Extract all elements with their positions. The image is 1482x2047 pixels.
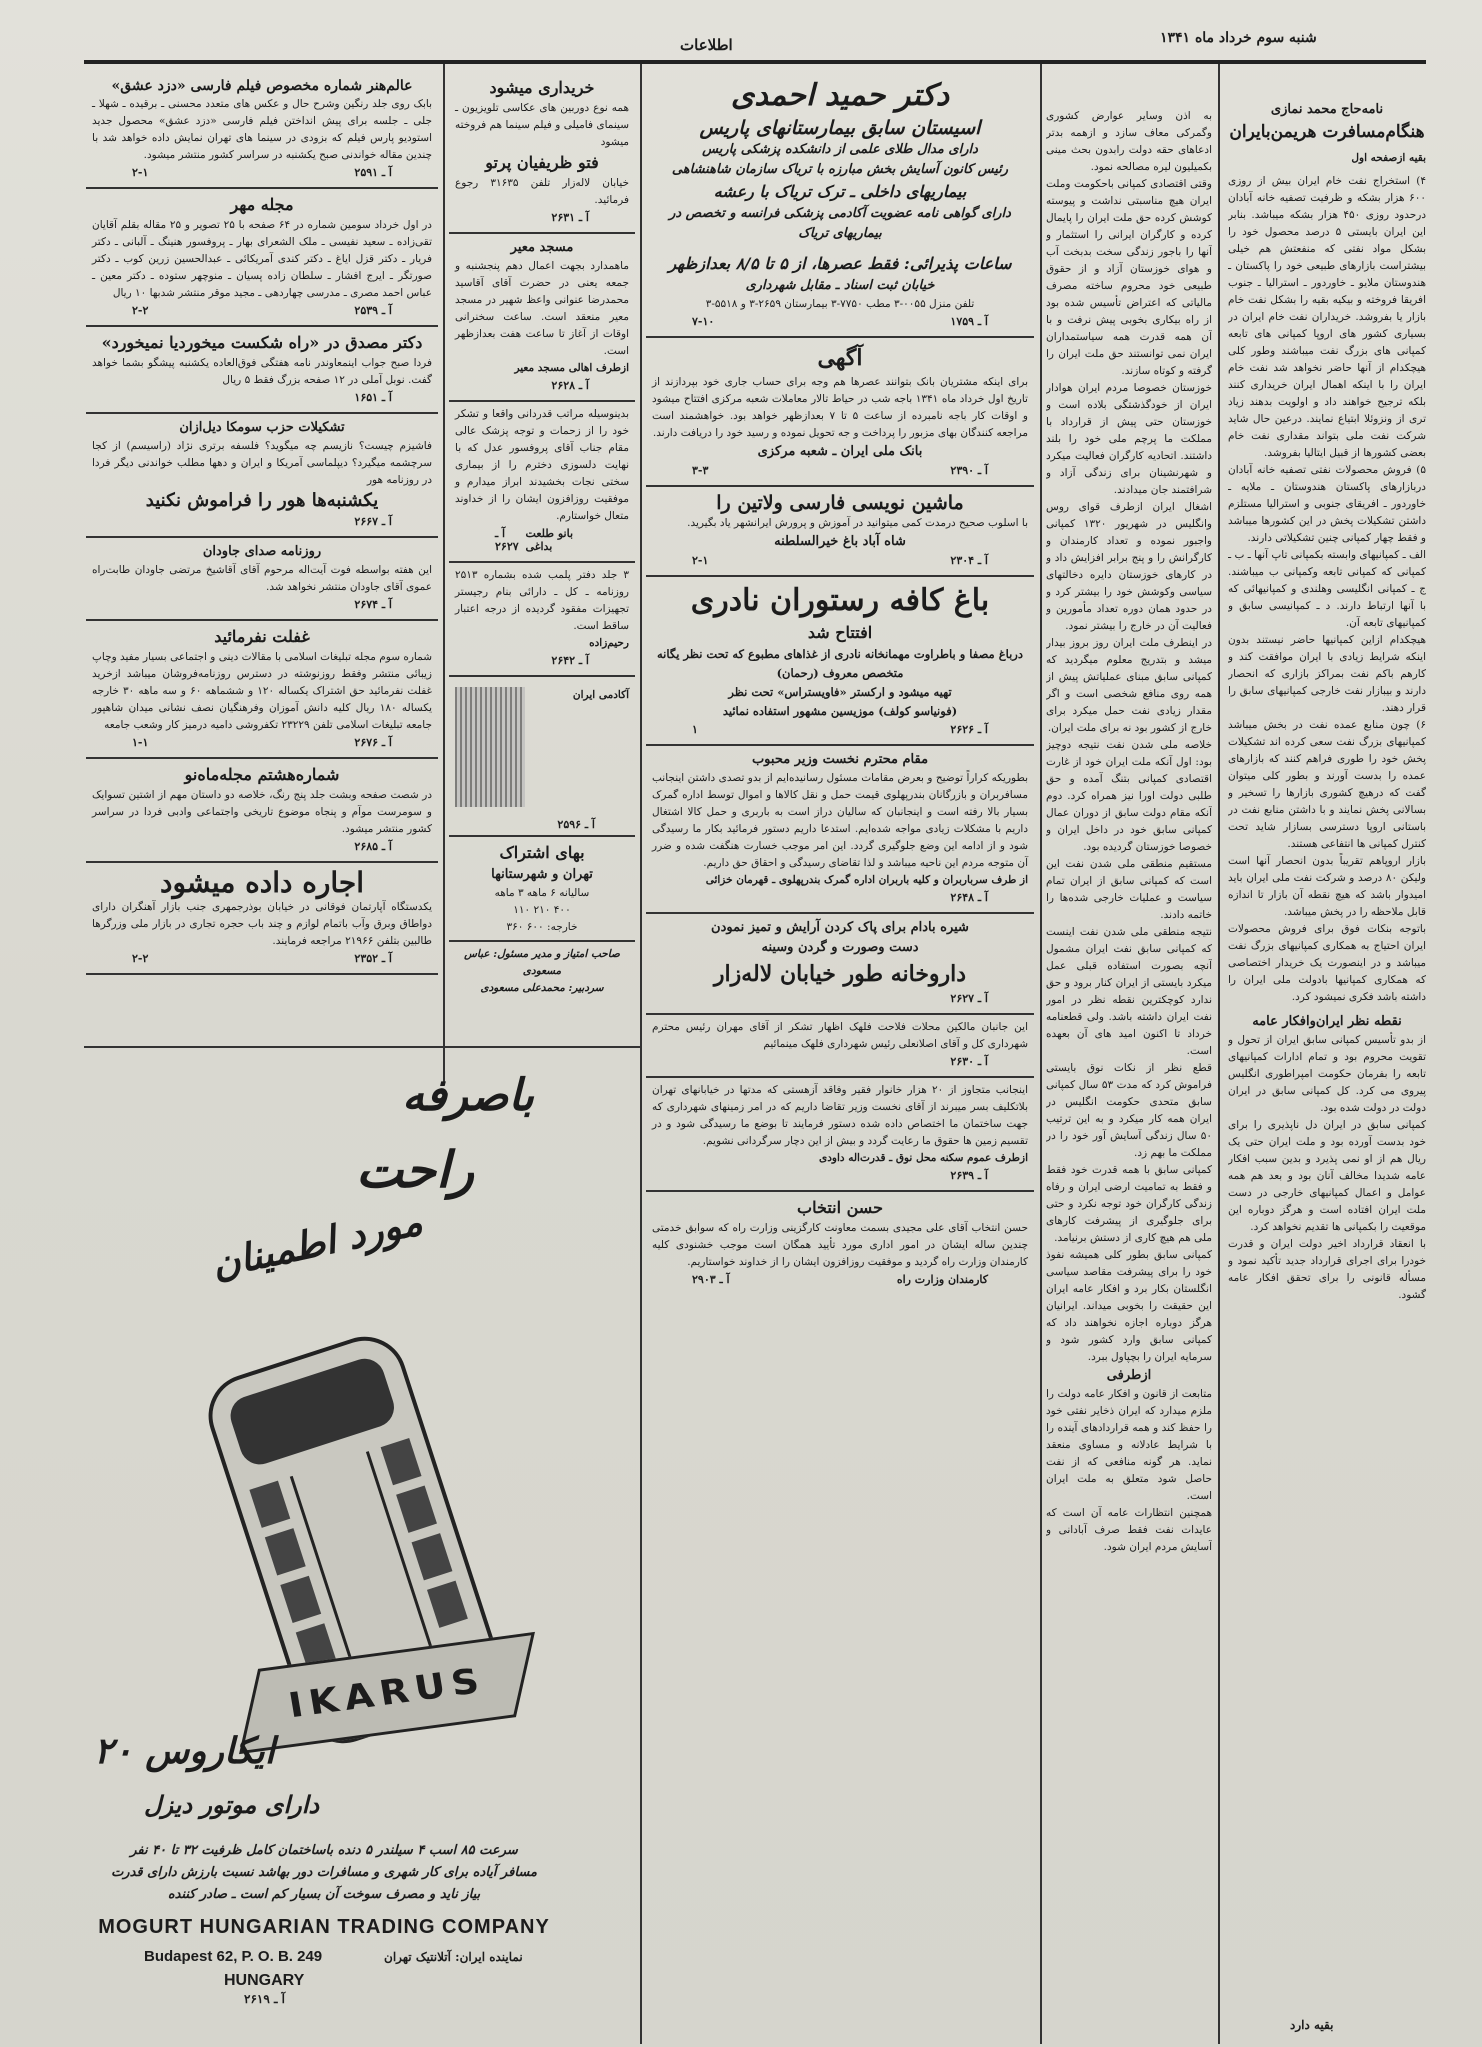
article-continuation [1046,108,1212,2008]
notice-sign: بانو طلعت بداغی [525,527,574,553]
subscription-header: ساليانه ۶ ماهه ۳ ماهه [494,887,590,899]
article-paragraph: همچنین انتظارات عامه آن است که عایدات نفت فقط صرف آبادانی و آسایش مردم ایران شود. [1046,1507,1212,1553]
ad-ref-number: ۱-۱ [132,736,149,749]
article-kicker: نامه‌حاج محمد نمازی [1270,102,1384,117]
ad-body: همه نوع دوربین های عکاسی تلویزیون ـ سینمای فامیلی و فیلم سینما هم فروخته میشود [455,102,629,148]
subscription-subtitle: تهران و شهرستانها [491,867,593,882]
picture-ad [449,677,635,837]
doctor-phone: تلفن منزل ۰۰۵۵-۳ مطب ۷۷۵۰-۳ بیمارستان ۲۶۵۹-۳ و ۵۵۱۸-۳ [705,298,975,310]
column-divider [1218,64,1220,2044]
ad-body: در اول خرداد سومین شماره در ۶۴ صفحه با ۲۵ تصویر و ۲۵ مقاله بقلم آقایان تقی‌زاده ـ سعید نفیسی ـ ملک الشعرای بهار ـ پروفسور هنینگ ـ آلبانی ـ دکتر فریار ـ دکتر قزل ایاغ ـ دکتر کندی آمریکائی ـ عبدالحسین زرین کوب ـ دکتر صورتگر ـ ایرج افشار ـ سلطان زاده پسیان ـ منوچهر ستوده ـ دکتر معین ـ عباس احمد مصری ـ مدرسی چهاردهی ـ مجید موقر منتشر شدبها ۱۰ ریال [92,219,432,299]
bus-spec-line: سرعت ۸۵ اسب ۴ سیلندر ۵ دنده باساختمان کامل ظرفیت ۳۲ تا ۴۰ نفر [130,1843,518,1858]
ad-body: (فونیاسو کولف) موزیسین مشهور استفاده نمائید [722,704,958,718]
notice-title: آگهی [817,345,863,371]
notice-title: مسجد معیر [510,240,574,255]
doctor-line: دارای مدال طلای علمی از دانشکده پزشکی پاریس [702,142,978,157]
doctor-line: دارای گواهی نامه عضویت آکادمی پزشکی فرانسه و تخصص در بیماریهای تریاک [669,206,1011,241]
letter-sign: از طرف سرباربران و کلیه باربران اداره گمرک بندرپهلوی ـ قهرمان خزائی [705,874,1028,886]
article-namazi [1228,100,1426,2040]
notice-sign: ازطرف اهالی مسجد معیر [514,362,629,374]
letter-title: مقام محترم نخست وزیر محبوب [751,752,929,767]
ad-ref [495,527,589,553]
ad-ref [692,1055,988,1068]
notice-body: بدینوسیله مراتب قدردانی واقعا و تشکر خود را از زحمات و توجه پزشک عالی مقام جناب آقای پروفسور عدل که با نهایت دلسوزی دخترم را از بیماری سختی نجات بخشیدند ابراز میدارم و موفقیت روزافزون ایشان را از خداوند متعال خواستارم. [455,408,629,522]
article-paragraph: از بدو تأسیس کمپانی سابق ایران از تحول و تقویت محروم بود و تمام ادارات کمپانیهای تابعه را بفرمان حکومت امپراطوری انگلیس پیروی می کرد. کل کمپانی سابق در ایران دولت در دولت شده بود. [1228,1034,1426,1114]
small-ads-column [449,72,635,1082]
bank-notice [646,338,1034,487]
ad-title: خریداری میشود [489,78,595,97]
ad-title: عالم‌هنر شماره مخصوص فیلم فارسی «دزد عشق» [111,78,413,94]
thanks-doctor [449,402,635,563]
iran-representative: نماینده ایران: آتلانتیک تهران [384,1950,523,1964]
publisher-editor: سردبیر: محمدعلی مسعودی [480,982,604,994]
bus-spec-line: بیاز ناید و مصرف سوخت آن بسیار کم است ـ صادر کننده [167,1887,481,1902]
ad-body: با اسلوب صحیح درمدت کمی میتوانید در آموزش و پرورش ایرانشهر یاد بگیرید. [687,517,1028,529]
ad-subtitle: تشکیلات حزب سومکا دیل‌ازان [179,420,345,435]
ad-ref-code: آ ـ ۲۶۴۲ [551,654,589,667]
article-paragraph: وقتی اقتصادی کمپانی باحکومت وملت ایران هیچ مناسبتی نداشت و پیوسته کوشش کرده حق ملت ایران را پایمال کرده و کارگران ایرانی را استثمار و آنها را باجور زندگی سخت بدبخت آب و هوای خوزستان آزاد و از حقوق طبیعی خود محروم ساخته مصرف مالیاتی که اعتراض تأسیس شده بود از راه بیکاری بخوبی پیش نرفت و با آن همه قدرت همه سیاستمداران ایران نمی توانستند حق ملت ایران را گرفته و کوتاه سازند. [1046,178,1212,377]
classifieds-column [86,72,438,1072]
ad-ref [692,891,988,904]
letter-sign: ازطرف عموم سکنه محل نوق ـ قدرت‌اله داودی [819,1152,1028,1164]
cafe-ad [646,577,1034,746]
ad-ref-number: ۷-۱۰ [692,315,715,328]
article-subheading: نقطه نظر ایران‌وافکار عامه [1252,1014,1402,1029]
column-divider [1040,64,1042,2044]
ad-ref [132,391,392,404]
ad-ref [692,723,988,736]
pharmacy-ad [646,914,1034,1015]
logo-text: IKARUS [285,1660,489,1726]
article-paragraph: متابعت از قانون و افکار عامه دولت را ملزم میدارد که ایران ذخایر نفتی خود را حفظ کند و همه قراردادهای آینده را با شرایط عادلانه و مساوی منعقد نماید. هر گونه منافعی که از نفت حاصل شود متعلق به ملت ایران است. [1046,1388,1212,1502]
doctor-address: خیابان ثبت اسناد ـ مقابل شهرداری [745,278,935,293]
ad-title: غفلت نفرمائید [214,627,310,646]
publisher-box [449,942,635,1001]
ad-body: فردا صبح جواب اینمعاوندر نامه هفتگی فوق‌العاده یکشنبه پیشگو بشما خواهد گفت. نوبل آملی در ۱۲ صفحه بزرگ فقط ۵ ریال [92,357,432,386]
ad-ref [495,379,589,392]
ad-ref-code: آ ـ ۲۶۲۶ [950,723,988,736]
ad-ref [692,1169,988,1182]
ad-title: باغ کافه رستوران نادری [690,583,990,618]
column-divider [443,64,445,1084]
ad-ref [132,840,392,853]
notice-sign: رحیم‌زاده [589,637,629,649]
ad-ref [692,1273,988,1286]
ad-body: در شصت صفحه وبشت جلد پنج رنگ، خلاصه دو داستان مهم از اشتین تسوایک و سومرست موآم و پنجاه موضوع تاریخی واجتماعی وادبی فردا در سراسر کشور منتشر میشود. [92,789,432,835]
islamic-magazine-ad [86,621,438,759]
bus-model: ایکاروس ۲۰ [94,1730,275,1772]
ad-title: مجله مهر [230,195,294,214]
subscription-title: بهای اشتراک [499,843,585,862]
notice-body: حسن انتخاب آقای علی مجیدی بسمت معاونت کارگزینی وزارت راه که سوابق خدمتی چندین ساله ایشان در امور اداری مورد تأیید همگان است موجب خشنودی کلیه کارمندان وزارت راه گردید و موفقیت روزافزون ایشان را از خداوند خواستاریم. [652,1222,1028,1268]
ad-body: فاشیزم چیست؟ نازیسم چه میگوید؟ فلسفه برتری نژاد (راسیسم) از کجا سرچشمه میگیرد؟ دیپلماسی آمریکا و ایران و دهها مطلب خواندنی دیگر فردا در روزنامه هور [92,440,432,486]
ad-ref-number: ۲-۲ [132,952,149,965]
ad-illustration [455,687,525,807]
ad-ref [132,736,392,749]
doctor-line: بیماریهای داخلی ـ ترک تریاک با رعشه [713,182,967,201]
article-paragraph: خوزستان خصوصا مردم ایران هوادار ایران از خودگذشتگی بلاده است و خوزستان حتی پیش از قرارداد با مملکت ما پرچم ملی خود را بلند داشتند. اتحادیه کارگران فعالیت میکرد و شهرنشینان برای زندگی آزاد و شرافتمند جان میدادند. [1046,382,1212,496]
ad-ref-code: آ ـ ۲۶۲۸ [551,379,589,392]
ad-ref-code: آ ـ ۲۶۸۵ [354,840,392,853]
ad-title: شماره‌هشتم مجله‌ماه‌نو [184,765,340,784]
bus-ad-tagline-2: راحت [355,1140,474,1199]
ad-body: درباغ مصفا و باطراوت مهمانخانه نادری از غذاهای مطبوع که تحت نظر یگانه متخصص معروف (رحمان) [657,647,1023,680]
ad-ref-number: ۳-۳ [692,464,709,477]
ad-title: یکشنبه‌ها هور را فراموش نکنید [145,490,379,511]
article-paragraph: باتوجه بنکات فوق برای فروش محصولات ایران احتیاج به همکاری کمپانیهای بزرگ نفت میباشد و در اینصورت یک خریدار اختصاصی که همکاری کمپانیها بادولت ملی ایران را داشته باشد فکری نمیشود کرد. [1228,923,1426,1003]
letter-body: اینجانب متجاوز از ۲۰ هزار خانوار فقیر وفاقد آزهستی که مدتها در خیابانهای تهران بلاتکلیف بسر میبرند از آقای نخست وزیر تقاضا داریم که در امر زمینهای شهرداری که جهت ساختمان ما اختصاص داده شده دستور فرمایند تا بوضع ما رسیدگی شود و در تقسیم زمین ها حقوق ما رعایت گردد و بیش از این دچار سرگردانی نشویم. [652,1084,1028,1147]
subscription-box [449,837,635,942]
date-line: شنبه سوم خرداد ماه ۱۳۴۱ [1160,30,1317,46]
article-paragraph: در اینطرف ملت ایران روز بروز بیدار میشد و بتدریج معلوم میگردید که کمپانی سابق مبنای عملیاتش پیش از همه روی منافع شخصی است و اگر مقدار زیادی نفت حمل میکرد برای خارج از کشور بود نه برای ملت ایران. [1046,637,1212,734]
ad-ref-number: ۲-۲ [132,304,149,317]
article-paragraph: کمپانی سابق بطور کلی همیشه نفوذ خود را برای پیشرفت مقاصد سیاسی انگلستان بکار برد و افکار عامه ایران این حقیقت را بخوبی میداند. ایرانیان هرگز دوباره اجازه نخواهند داد که کمپانی سابق وارد کشور شود و سرمایه ایران را بچپاول ببرد. [1046,1249,1212,1363]
bus-specs [90,1840,558,1906]
ad-line: دست وصورت و گردن وسینه [761,940,919,955]
ad-ref-number: ۲-۱ [692,554,709,567]
article-paragraph: به اذن وسایر عوارض کشوری وگمرکی معاف سازد و ازهمه بدتر ادعاهای حقه دولت رابدون بحث مینی بکمیلیون لیره مصالحه نمود. [1046,110,1212,173]
ad-subtitle: افتتاح شد [807,623,873,642]
ad-ref-code: آ ـ ۲۶۴۸ [950,891,988,904]
film-ad [86,72,438,189]
ad-ref-code: آ ـ ۲۶۳۹ [950,1169,988,1182]
ad-ref-code: آ ـ ۲۳۵۲ [354,952,392,965]
ad-ref-code: آ ـ ۲۶۷۶ [354,736,392,749]
ad-title: ماشین نویسی فارسی ولاتین را [716,492,964,514]
article-paragraph: کمپانی سابق با همه قدرت خود فقط و فقط به تمامیت ارضی ایران و رفاه زندگی کارگران خود توجه نکرد و حتی برای جلوگیری از پیشرفت کارهای ملی هم هیچ کاری از دستش برنیامد. [1046,1164,1212,1244]
article-paragraph: اشغال ایران ازطرف قوای روس وانگلیس در شهریور ۱۳۲۰ کمپانی واجبور نموده و تعداد کارمندان و کارگرانش را و پنج برابر افزایش داد و در کارهای خوزستان دایره دخالتهای سیاسی وکوشش خود را بیشتر کرد و در حدود همان دوره تعداد مأمورین و فعالیت آن در خارج را بیشتر نمود. [1046,501,1212,632]
company-address: Budapest 62, P. O. B. 249 [144,1948,323,1965]
ad-body: یکدستگاه آپارتمان فوقانی در خیابان بوذرجمهری جنب بازار آهنگران دارای دواطاق وبرق وآب باتمام لوازم و چند باب حجره تجاری در بازار ملی وزرگرها طالبین بتلفن ۲۱۹۶۶ مراجعه فرمایند. [92,901,432,947]
ad-ref [132,952,392,965]
article-paragraph: مستقیم منطقی ملی شدن نفت این است که کمپانی سابق از ایران تمام سیاست و عملیات خارجی شده‌ها را خاتمه دادند. [1046,858,1212,921]
ad-ref [132,304,392,317]
ad-text: آکادمی ایران [572,689,629,701]
ikarus-bus-ad [84,1050,564,2006]
notice-body: ماهمدارد بجهت اعمال دهم پنجشنبه و جمعه یعنی در حضرت آقای آقاسید محمدرضا عنوانی واعظ شهیر در مسجد معیر منعقد است. ساعت سخنرانی اوقات از آغاز تا ساعت هفت بعدازظهر است. [455,260,629,357]
doctor-ad [646,72,1034,338]
ad-ref [132,166,392,179]
ad-title: دکتر مصدق در «راه شکست میخوردیا نمیخورد» [101,333,423,352]
notice-sign: بانک ملی ایران ـ شعبه مرکزی [757,444,923,459]
ad-address: خیابان لاله‌زار تلفن ۳۱۶۳۵ رجوع فرمائید. [455,177,629,206]
ad-ref-code: آ ـ ۲۹۰۳ [692,1273,730,1286]
doctor-line: رئیس کانون آسایش بخش مبارزه با تریاک سازمان شاهنشاهی [671,162,1009,177]
continued-label: بقیه ازصفحه اول [1351,152,1426,164]
notice-body: برای اینکه مشتریان بانک بتوانند عصرها هم وجه برای حساب جاری خود بپردازند از تاریخ اول خرداد ماه ۱۳۴۱ باجه شب در حیاط تالار معاملات شعبه مرکزی افتتاح میشود و اوقات کار باجه نامبرده از ساعت ۵ تا ۷ بعدازظهر خواهد بود. خواهشمند است مراجعه کنندگان بهای مزبور را پرداخت و جه تحویل نموده و رسید خود را دریافت دارند. [652,376,1029,439]
rent-ad [86,863,438,975]
article-paragraph: ۴) استخراج نفت خام ایران بیش از روزی ۶۰۰ هزار بشکه و ظرفیت تصفیه خانه آبادان درحدود روزی ۴۵۰ هزار بشکه میباشد. بنابر این ایران بایستی ۵ درصد محصول خود را بشکل مواد نفتی که منفعتش هم خیلی بیشتراست بازارهای طبیعی خود را پاکستان ـ هندوستان ملایو ـ خاوردور ـ استرالیا ـ جنوب افریقا فروخته و بیکیه بقیه را بشکل نفت خام بازار یا بفروشد. خریداران نفت خام ایران در بسیاری کشور های اروپا کمپانی های تابعه کمپانی های بزرگ نفت میباشند وطور کلی هیچکدام از آنها حاضر نخواهد شد نفت خام ایران را با اینکه اهمال ایران خریداری کنند بلکه ترجیح خواهند داد و اولویت بدهند زیاد تری از ونزوئلا ابتیاع نمایند. درعین حال شاید شرکت نفت ملی بتواند مقداری نفت خام بعضی کشورها از قبیل ایتالیا بفروشد. [1228,175,1426,459]
continued-end: بقیه دارد [1290,2018,1334,2032]
top-rule [84,60,1426,64]
notice-title: حسن انتخاب [797,1198,883,1217]
ad-ref [132,598,392,611]
article-paragraph: الف ـ کمپانیهای وابسته بکمپانی تاپ آنها ـ ب ـ کمپانی که کمپانی تابعه وکمپانی ب میباشند. ج ـ کمپانی انگلیسی وهلندی و کمپانیهائی که با آنها ارتباط دارند. د ـ کمپانیسی سابق و کمپانیهای تابعه آن. [1228,549,1426,629]
ad-ref-code: آ ـ ۲۵۹۶ [557,818,595,831]
notice-body: این هفته بواسطه فوت آیت‌اله مرحوم آقای آقاشیخ مرتضی جاودان طابت‌راه عموی آقای جاودان منتشر نخواهد شد. [92,564,432,593]
company-name: MOGURT HUNGARIAN TRADING COMPANY [98,1916,550,1938]
ad-ref-number: ۱ [692,723,698,736]
doctor-line: اسیستان سابق بیمارستانهای پاریس [699,117,981,139]
ad-ref [692,554,988,567]
ad-ref-code: آ ـ ۲۶۱۹ [244,1992,285,2006]
publisher-owner: صاحب امتیاز و مدیر مسئول: عباس مسعودی [464,948,620,977]
ad-ref [692,315,988,328]
article-paragraph: نتیجه منطقی ملی شدن نفت اینست که کمپانی سابق نفت ایران مشمول آنچه بصورت استفاده قبلی عمل میکرد بایستی از ایران کنار برود و حق ندارد کوچکترین نقطه نظر در امور نفت ایران داشته باشد. ولی قطعنامه خرداد تا اکنون امید های آن بعهده است. [1046,926,1212,1057]
ad-title: اجاره داده میشود [159,866,365,899]
article-paragraph: بازار اروپاهم تقریباً بدون انحصار آنها است ولیکن ۸۰ درصد و شرکت نفت ملی ایران باید امیدوار باشد که هیچ نقطه آن بازار تا اندازه قابل ملاحظه را در پخش میباشد. [1228,855,1426,918]
ad-ref-code: آ ـ ۲۵۳۹ [354,304,392,317]
notice-sign: کارمندان وزارت راه [896,1273,988,1286]
article-paragraph: با انعقاد قرارداد اخیر دولت ایران و قدرت خودرا برای اجرای قرارداد جدید تأکید نمود و مسأله قانونی را برای تحقق افکار عامه گشود. [1228,1238,1426,1301]
article-paragraph: ۶) چون منابع عمده نفت در بخش میباشد کمپانیهای بزرگ نفت سعی کرده اند تشکیلات پخش خود را طوری فراهم کنند که بازارهای عمده را بدست آورند و بطور کلی میتوان گفت که درهیچ کشوری بازارها را تسخیر و بسالانی پخش نمایند و با داشتن منابع نفت در باستانی اروپا دسترسی بسازار شاید تحت کنترل کمپانی ها انتفاعی هستند. [1228,719,1426,850]
typing-ad [646,487,1034,577]
mosque-notice [449,234,635,402]
ad-ref [495,211,589,224]
column-divider [640,64,642,2044]
bus-ad-tagline-1: باصرفه [402,1070,534,1121]
javedan-notice [86,538,438,621]
ad-title: داروخانه طور خیابان لاله‌زار [713,961,967,987]
ad-ref-code: آ ـ ۱۶۵۱ [354,391,392,404]
ad-ref-code: آ ـ ۲۶۷۴ [354,598,392,611]
article-paragraph: خلاصه ملی شدن نفت نتیجه دوچیز بود: اول آنکه ملت ایران خود از غارت اقتصادی کمپانی بتنگ آمده و حق طلبی دولت اورا نیز همراه کرد. دوم آنکه مقام دولت سابق از دوران عمال کمپانی سابق خود در داخل ایران و خصوصا خوزستان گردیده بود. [1046,739,1212,853]
article-paragraph: قطع نظر از نکات نوق بایستی فراموش کرد که مدت ۵۳ سال کمپانی سابق متحدی حکومت انگلیس در ایران همه کار میکرد و به این ترتیب ۵۰ سال زندگی آسایش آور خود را در مملکت ما بهم زد. [1046,1062,1212,1159]
notice-body: ۳ جلد دفتر پلمب شده بشماره ۲۵۱۳ روزنامه ـ کل ـ دارائی بنام رجیستر تجهیزات مفقود گردیده از درجه اعتبار ساقط است. [455,569,629,632]
mehr-magazine-ad [86,189,438,327]
article-paragraph: هیچکدام ازاین کمپانیها حاضر نیستند بدون اینکه شرایط زیادی با ایران موافقت کند و کارهم باکم نفت بمراکز بازاری که انحصار دارند و بیبازار نفت خارجی کمپانیهای سابق را قرار دهند. [1228,634,1426,714]
mosaddegh-ad [86,327,438,414]
ad-address: شاه آباد باغ خیرالسلطنه [774,534,906,549]
bus-spec-line: مسافر آیاده برای کار شهری و مسافرات دور بهاشد نسبت بارزش دارای قدرت [111,1865,537,1880]
article-paragraph: کمپانی سابق در ایران دل ناپذیری را برای خود بدست آورده بود و ملت ایران حتی یک ریال هم از او نمی پذیرد و بدین سبب افکار عامه شدیدا مخالف آنان بود و بعد هم همه عوامل و اعمال کمپانیهای خارجی در دست ملت ایران افتاده است و هرگز دوباره این موقعیت را بکمپانی ها تقدیم نخواهد کرد. [1228,1119,1426,1233]
thanks-notice [646,1015,1034,1078]
ad-ref-code: آ ـ ۲۳۰۴ [950,554,988,567]
good-choice-notice [646,1192,1034,1294]
ad-ref-code: آ ـ ۲۵۹۱ [354,166,392,179]
section-rule [84,1046,640,1048]
letter-body: بطوریکه کراراً توضیح و بعرض مقامات مسئول رسانیده‌ایم از بدو تصدی داشتن اینجانب مسافربران و بازرگانان بندرپهلوی قیمت حمل و نقل کالاها و اموال توسط اداره گمرک بسیار بالا رفته است و اینجانبان که سالیان دراز است به باربری و حمل کالا اشتغال داریم با مشکلات زیادی مواجه شده‌ایم. استدعا داریم دستور فرمائید بکار ما رسیدگی شود و از ادامه این وضع جلوگیری گردد. این امر موجب خسارت هنگفت شده و ضرر آن متوجه مردم این ناحیه میباشد و لذا تقاضای رسیدگی و احقاق حق داریم. [652,772,1028,869]
camera-ad [449,72,635,234]
ad-ref [692,464,988,477]
notice-body: این جانبان مالکین محلات فلاحت فلهک اظهار تشکر از آقای مهران رئیس محترم شهرداری کل و آقای اصلانعلی رئیس شهرداری فلهک مینمائیم [652,1021,1028,1050]
lost-notice [449,563,635,677]
doctor-hours: ساعات پذیرائی: فقط عصرها، از ۵ تا ۸/۵ بعدازظهر [668,254,1012,273]
bus-engine: دارای موتور دیزل [144,1790,320,1819]
ad-ref-number: ۲-۱ [132,166,149,179]
pm-letter [646,746,1034,914]
ad-body: بابک روی جلد رنگین وشرح حال و عکس های متعدد محسنی ـ برقیده ـ شهلا ـ جلی ـ جلسه برای پیش انداختن فیلم فارسی «دزد عشق» محصول جدید استودیو پارس فیلم که بزودی در سینما های تهران نمایش داده خواهد شد با چندین مقاله خواندنی صبح یکشنبه در سراسر کشور منتشر میشود. [92,98,432,161]
ad-shop: فتو ظریفیان پرتو [485,153,599,172]
ad-ref [132,515,392,528]
ad-ref-code: آ ـ ۲۶۳۰ [950,1055,988,1068]
ad-ref [489,818,595,831]
subscription-row: ۴۰۰ ۲۱۰ ۱۱۰ [513,904,571,916]
ad-ref-code: آ ـ ۲۶۲۷ [950,992,988,1005]
ad-ref [692,992,988,1005]
subscription-row: خارجه: ۶۰۰ ۳۶۰ [506,921,578,933]
article-subheading: ازطرفی [1106,1368,1152,1383]
ad-line: شیره بادام برای پاک کردن آرایش و تمیز نمودن [711,920,969,935]
hour-paper-ad [86,414,438,538]
ad-ref-code: آ ـ ۱۷۵۹ [950,315,988,328]
ad-ref-code: آ ـ ۲۳۹۰ [950,464,988,477]
ad-ref-code: آ ـ ۲۶۶۷ [354,515,392,528]
doctor-name: دکتر حمید احمدی [730,78,950,113]
ad-body: شماره سوم مجله تبلیغات اسلامی با مقالات دینی و اجتماعی بسیار مفید وچاپ زیبائی منتشر وفقط روزنوشته در دسترس روزنامه‌فروشان میباشد ازخرید غفلت نفرمائید حق اشتراک یکساله ۱۲۰ و ششماهه ۶۰ و سه ماهه ۳۰ خارجه یکساله ۱۸۰ ریال کلیه دانش آموزان وفرهنگیان نصف نشانی میدان شاهپور جامعه تبلیغات اسلامی تلفن ۲۳۲۲۹ تکفروشی دامیه درمیز کار وشعب جامعه [92,651,433,731]
article-paragraph: ۵) فروش محصولات نفتی تصفیه خانه آبادان دربازارهای پاکستان هندوستان ـ ملایه ـ خاوردور ـ افریقای جنوبی و استرالیا مستلزم داشتن تشکیلات پخش در این کشورها میباشد و فقط چهار کمپانی چنین تشکیلاتی دارند. [1228,464,1426,544]
ad-ref-code: آ ـ ۲۶۲۷ [495,527,519,553]
company-country: HUNGARY [224,1972,305,1989]
ad-ref-code: آ ـ ۲۶۳۱ [551,211,589,224]
paper-name: اطلاعات [680,36,733,54]
ad-body: تهیه میشود و ارکستر «فاویستراس» تحت نظر [728,685,952,699]
residents-letter [646,1078,1034,1192]
mahno-ad [86,759,438,863]
bus-ad-tagline-3: مورد اطمینان [207,1198,427,1287]
center-ads-column [646,72,1034,2042]
notice-title: روزنامه صدای جاودان [202,544,322,559]
ad-ref [495,654,589,667]
article-headline: هنگام‌مسافرت هریمن‌بایران [1229,122,1425,142]
